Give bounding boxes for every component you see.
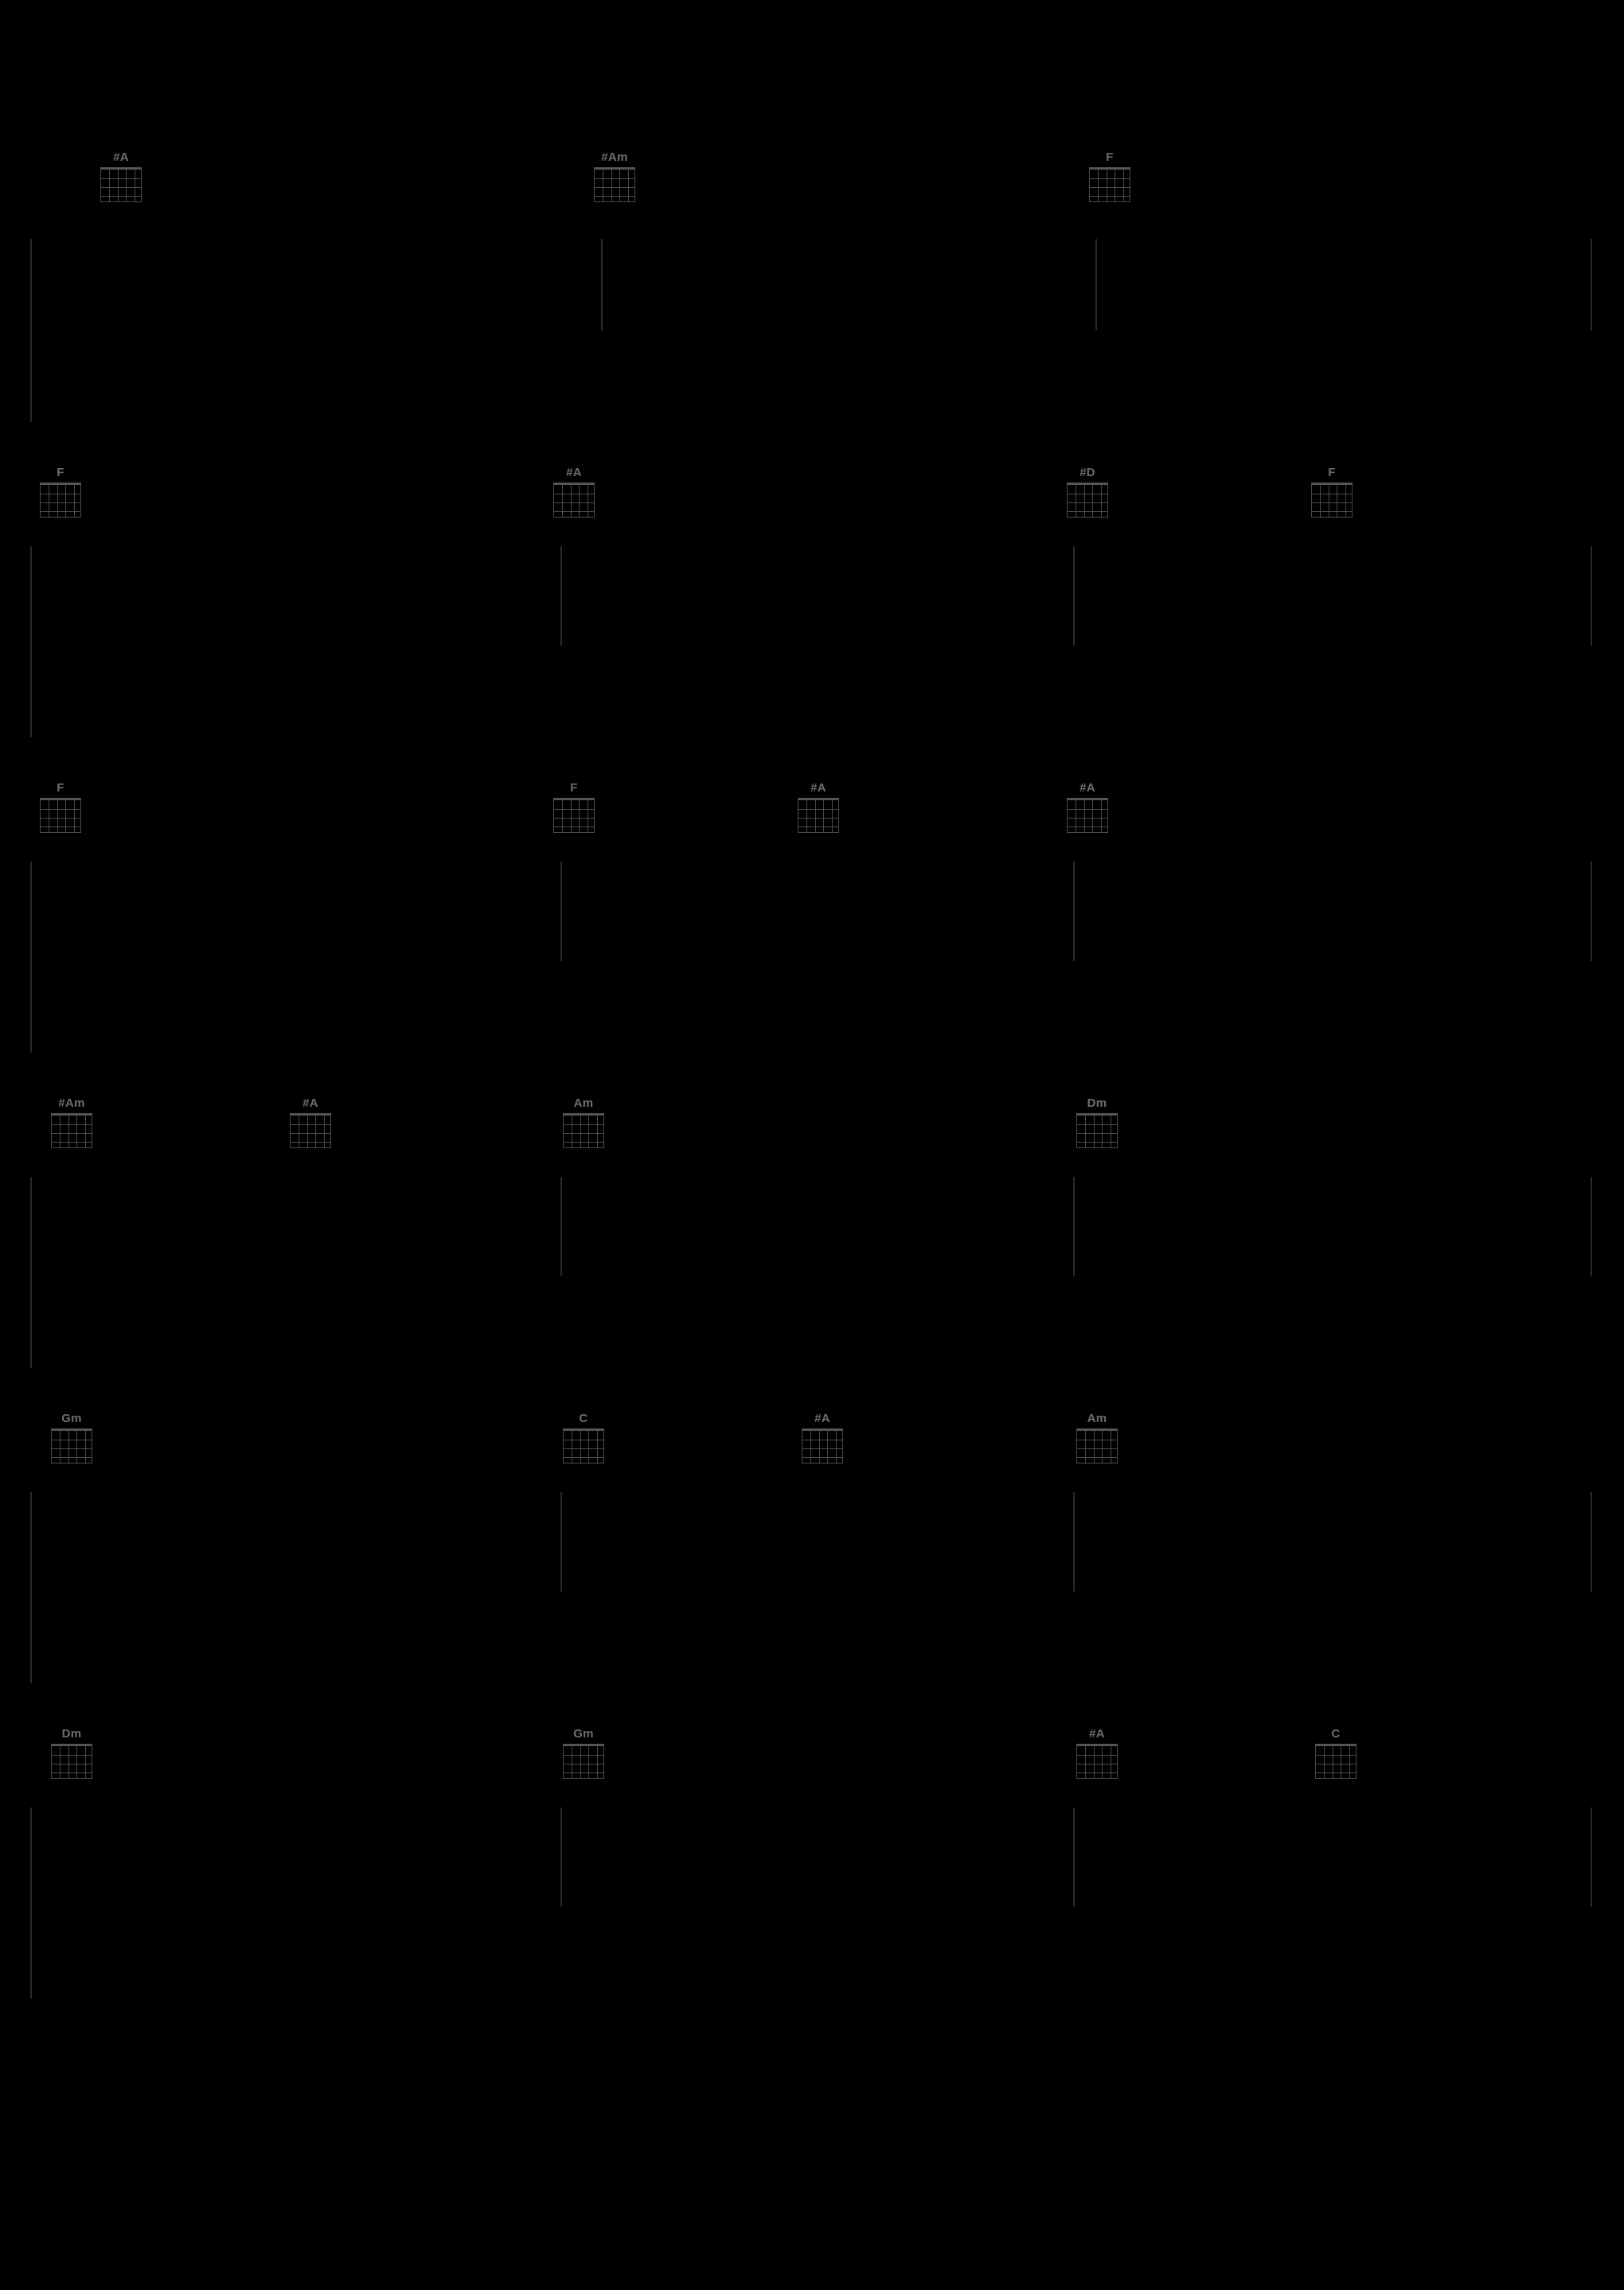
diagram-fret-line <box>1077 1133 1117 1134</box>
diagram-fret-line <box>101 178 141 179</box>
diagram-fret-line <box>564 1755 603 1756</box>
barline <box>560 862 562 961</box>
barline <box>30 862 32 1053</box>
barline <box>30 1177 32 1368</box>
diagram-fret-line <box>1077 1772 1117 1773</box>
diagram-string-line <box>1092 800 1093 832</box>
diagram-fret-line <box>798 809 838 810</box>
barline <box>1591 862 1592 961</box>
diagram-string-line <box>832 800 833 832</box>
chord-symbol[interactable] <box>794 1413 850 1463</box>
chord-name-label: F <box>570 781 578 795</box>
chord-symbol[interactable] <box>33 467 88 518</box>
chord-symbol[interactable] <box>33 782 88 833</box>
diagram-string-line <box>823 800 824 832</box>
diagram-string-line <box>118 170 119 201</box>
diagram-fret-line <box>52 1457 92 1458</box>
diagram-fret-line <box>798 818 838 819</box>
diagram-string-line <box>60 1431 61 1463</box>
chord-symbol[interactable] <box>44 1413 100 1463</box>
chord-diagram <box>553 483 595 518</box>
chord-symbol[interactable] <box>1308 1728 1364 1779</box>
diagram-string-line <box>597 1431 598 1463</box>
barline <box>1095 239 1097 330</box>
chord-name-label: C <box>579 1412 588 1425</box>
diagram-fret-line <box>564 1772 603 1773</box>
diagram-fret-line <box>564 1124 603 1125</box>
diagram-string-line <box>76 1746 77 1778</box>
chord-diagram <box>40 798 81 833</box>
diagram-string-line <box>815 800 816 832</box>
chord-name-label: #D <box>1079 466 1095 479</box>
diagram-fret-line <box>1068 809 1107 810</box>
diagram-fret-line <box>52 1755 92 1756</box>
diagram-string-line <box>1085 1431 1086 1463</box>
chord-symbol[interactable] <box>1304 467 1360 518</box>
diagram-string-line <box>827 1431 828 1463</box>
diagram-string-line <box>85 1431 86 1463</box>
chord-symbol[interactable] <box>791 782 846 833</box>
barline <box>1073 1807 1075 1907</box>
diagram-fret-line <box>1312 502 1352 503</box>
chord-symbol[interactable] <box>44 1097 100 1148</box>
diagram-fret-line <box>564 1133 603 1134</box>
chord-symbol[interactable] <box>1082 151 1138 202</box>
diagram-string-line <box>571 485 572 517</box>
diagram-string-line <box>611 170 612 201</box>
diagram-fret-line <box>1312 511 1352 512</box>
diagram-string-line <box>819 1431 820 1463</box>
diagram-string-line <box>68 1746 69 1778</box>
diagram-string-line <box>1092 485 1093 517</box>
chord-symbol[interactable] <box>1060 467 1115 518</box>
diagram-string-line <box>580 1431 581 1463</box>
diagram-string-line <box>1324 1746 1325 1778</box>
diagram-string-line <box>65 485 66 517</box>
barline <box>560 1807 562 1907</box>
diagram-fret-line <box>52 1448 92 1449</box>
diagram-fret-line <box>1090 178 1130 179</box>
diagram-string-line <box>1085 1746 1086 1778</box>
diagram-string-line <box>85 1746 86 1778</box>
diagram-fret-line <box>802 1457 842 1458</box>
diagram-string-line <box>1098 170 1099 201</box>
barline <box>1591 1807 1592 1907</box>
chord-name-label: C <box>1331 1727 1341 1741</box>
diagram-fret-line <box>41 502 80 503</box>
chord-diagram <box>51 1113 92 1148</box>
diagram-fret-line <box>554 809 594 810</box>
diagram-fret-line <box>1316 1755 1356 1756</box>
diagram-fret-line <box>564 1448 603 1449</box>
chord-diagram <box>1076 1744 1118 1779</box>
diagram-fret-line <box>554 502 594 503</box>
diagram-string-line <box>1085 1116 1086 1147</box>
chord-name-label: #A <box>303 1096 318 1110</box>
diagram-string-line <box>562 800 563 832</box>
diagram-string-line <box>76 1431 77 1463</box>
diagram-string-line <box>588 1431 589 1463</box>
barline <box>1073 546 1075 646</box>
chord-diagram <box>563 1744 604 1779</box>
diagram-string-line <box>315 1116 316 1147</box>
chord-diagram <box>100 167 142 202</box>
barline <box>30 239 32 422</box>
diagram-string-line <box>74 485 75 517</box>
diagram-string-line <box>1084 800 1085 832</box>
chord-name-label: #A <box>814 1412 830 1425</box>
chord-symbol[interactable] <box>556 1413 611 1463</box>
diagram-string-line <box>588 1116 589 1147</box>
chord-name-label: Dm <box>61 1727 82 1741</box>
diagram-string-line <box>1094 1431 1095 1463</box>
diagram-string-line <box>324 1116 325 1147</box>
barline <box>1073 1492 1075 1592</box>
chord-name-label: Am <box>1087 1412 1107 1425</box>
barline <box>30 546 32 737</box>
diagram-fret-line <box>1090 187 1130 188</box>
diagram-string-line <box>65 800 66 832</box>
chord-name-label: F <box>57 781 64 795</box>
barline <box>1591 546 1592 646</box>
chord-symbol[interactable] <box>1069 1728 1125 1779</box>
diagram-fret-line <box>41 818 80 819</box>
diagram-string-line <box>68 1116 69 1147</box>
barline <box>601 239 603 330</box>
diagram-string-line <box>1094 1746 1095 1778</box>
diagram-string-line <box>74 800 75 832</box>
barline <box>1073 862 1075 961</box>
chord-symbol[interactable] <box>1069 1413 1125 1463</box>
diagram-fret-line <box>1090 196 1130 197</box>
diagram-string-line <box>597 1746 598 1778</box>
chord-symbol[interactable] <box>1069 1097 1125 1148</box>
diagram-string-line <box>307 1116 308 1147</box>
diagram-fret-line <box>1077 1124 1117 1125</box>
chord-name-label: #Am <box>601 150 628 164</box>
diagram-string-line <box>1102 1431 1103 1463</box>
barline <box>1591 1492 1592 1592</box>
chord-name-label: #Am <box>58 1096 85 1110</box>
diagram-string-line <box>580 1746 581 1778</box>
diagram-fret-line <box>41 511 80 512</box>
diagram-string-line <box>126 170 127 201</box>
diagram-fret-line <box>1068 511 1107 512</box>
barline <box>1073 1177 1075 1276</box>
chord-diagram <box>51 1744 92 1779</box>
diagram-string-line <box>1101 800 1102 832</box>
barline <box>1591 239 1592 330</box>
diagram-string-line <box>628 170 629 201</box>
chord-name-label: Am <box>573 1096 594 1110</box>
diagram-string-line <box>1102 1116 1103 1147</box>
diagram-string-line <box>579 800 580 832</box>
chord-name-label: #A <box>810 781 826 795</box>
chord-name-label: Gm <box>573 1727 594 1741</box>
chord-diagram <box>563 1113 604 1148</box>
chord-diagram <box>1311 483 1353 518</box>
diagram-fret-line <box>1068 502 1107 503</box>
diagram-string-line <box>68 1431 69 1463</box>
diagram-fret-line <box>595 178 634 179</box>
diagram-fret-line <box>595 187 634 188</box>
barline <box>560 1177 562 1276</box>
barline <box>560 1492 562 1592</box>
chord-diagram <box>1089 167 1130 202</box>
barline <box>1591 1177 1592 1276</box>
diagram-string-line <box>109 170 110 201</box>
diagram-fret-line <box>52 1142 92 1143</box>
barline <box>30 1492 32 1683</box>
diagram-string-line <box>85 1116 86 1147</box>
diagram-string-line <box>1320 485 1321 517</box>
chord-name-label: F <box>1328 466 1336 479</box>
diagram-string-line <box>810 1431 811 1463</box>
chord-name-label: F <box>57 466 64 479</box>
diagram-string-line <box>1349 1746 1350 1778</box>
chord-symbol[interactable] <box>556 1097 611 1148</box>
diagram-string-line <box>571 800 572 832</box>
diagram-string-line <box>597 1116 598 1147</box>
chord-diagram <box>594 167 635 202</box>
diagram-fret-line <box>291 1142 330 1143</box>
diagram-fret-line <box>291 1124 330 1125</box>
chord-symbol[interactable] <box>93 151 149 202</box>
chord-symbol[interactable] <box>283 1097 338 1148</box>
diagram-string-line <box>57 485 58 517</box>
diagram-fret-line <box>1077 1755 1117 1756</box>
diagram-string-line <box>57 800 58 832</box>
diagram-fret-line <box>1077 1457 1117 1458</box>
diagram-fret-line <box>554 511 594 512</box>
diagram-fret-line <box>52 1124 92 1125</box>
diagram-fret-line <box>564 1457 603 1458</box>
chord-diagram <box>1076 1428 1118 1463</box>
chord-diagram <box>553 798 595 833</box>
diagram-string-line <box>579 485 580 517</box>
diagram-fret-line <box>564 1142 603 1143</box>
diagram-string-line <box>1123 170 1124 201</box>
chord-name-label: #A <box>566 466 582 479</box>
diagram-fret-line <box>1077 1142 1117 1143</box>
barline <box>30 1807 32 1999</box>
diagram-fret-line <box>1316 1772 1356 1773</box>
chord-diagram <box>40 483 81 518</box>
diagram-fret-line <box>554 818 594 819</box>
chord-diagram <box>563 1428 604 1463</box>
chord-diagram <box>1067 798 1108 833</box>
diagram-string-line <box>1084 485 1085 517</box>
diagram-fret-line <box>802 1448 842 1449</box>
diagram-fret-line <box>1068 818 1107 819</box>
diagram-fret-line <box>52 1133 92 1134</box>
chord-symbol[interactable] <box>546 467 602 518</box>
diagram-string-line <box>1345 485 1346 517</box>
chord-diagram <box>802 1428 843 1463</box>
diagram-string-line <box>619 170 620 201</box>
diagram-string-line <box>76 1116 77 1147</box>
diagram-fret-line <box>41 809 80 810</box>
chord-name-label: #A <box>1079 781 1095 795</box>
chord-name-label: F <box>1106 150 1114 164</box>
chord-symbol[interactable] <box>546 782 602 833</box>
diagram-string-line <box>1094 1116 1095 1147</box>
diagram-string-line <box>60 1116 61 1147</box>
diagram-string-line <box>1102 1746 1103 1778</box>
diagram-string-line <box>60 1746 61 1778</box>
barline <box>560 546 562 646</box>
diagram-fret-line <box>291 1133 330 1134</box>
chord-diagram <box>1315 1744 1357 1779</box>
diagram-string-line <box>588 1746 589 1778</box>
chord-name-label: #A <box>1089 1727 1105 1741</box>
chord-symbol[interactable] <box>1060 782 1115 833</box>
chord-diagram <box>1067 483 1108 518</box>
chord-name-label: #A <box>113 150 129 164</box>
diagram-fret-line <box>595 196 634 197</box>
chord-diagram <box>290 1113 331 1148</box>
diagram-fret-line <box>52 1772 92 1773</box>
chord-diagram <box>798 798 839 833</box>
diagram-string-line <box>806 800 807 832</box>
chord-diagram <box>51 1428 92 1463</box>
chord-name-label: Gm <box>61 1412 82 1425</box>
diagram-fret-line <box>1077 1448 1117 1449</box>
chord-name-label: Dm <box>1087 1096 1107 1110</box>
diagram-string-line <box>580 1116 581 1147</box>
diagram-fret-line <box>101 196 141 197</box>
chord-symbol[interactable] <box>44 1728 100 1779</box>
chord-symbol[interactable] <box>556 1728 611 1779</box>
diagram-string-line <box>562 485 563 517</box>
chord-diagram <box>1076 1113 1118 1148</box>
diagram-string-line <box>836 1431 837 1463</box>
diagram-fret-line <box>101 187 141 188</box>
diagram-string-line <box>1101 485 1102 517</box>
chord-symbol[interactable] <box>587 151 642 202</box>
